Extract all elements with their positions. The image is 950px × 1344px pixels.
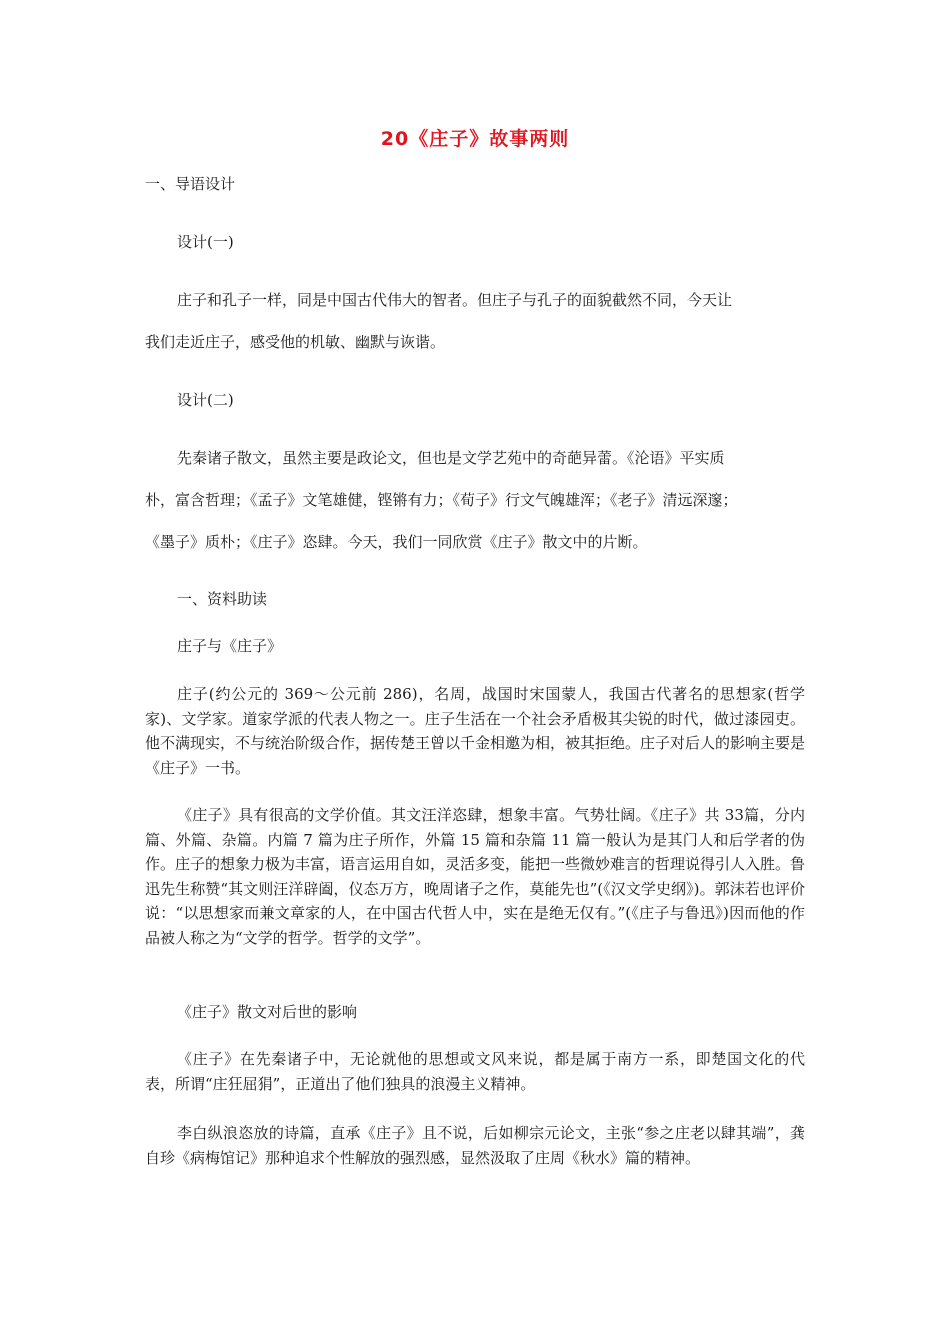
- paragraph-later-influence: 李白纵浪恣放的诗篇，直承《庄子》且不说，后如柳宗元论文，主张“参之庄老以肆其端”，龚自珍《病梅馆记》那种追求个性解放的强烈感，显然汲取了庄周《秋水》篇的精神。: [145, 1124, 805, 1167]
- subheading-zhuangzi: 庄子与《庄子》: [177, 637, 283, 655]
- section-heading-materials: 一、资料助读: [177, 590, 268, 608]
- design-one-line-1: 庄子和孔子一样，同是中国古代伟大的智者。但庄子与孔子的面貌截然不同，今天让: [177, 291, 733, 309]
- subheading-influence: 《庄子》散文对后世的影响: [177, 1003, 358, 1021]
- paragraph-literary-value: 《庄子》具有很高的文学价值。其文汪洋恣肆，想象丰富。气势壮阔。《庄子》共 33篇，分内篇、外篇、杂篇。内篇 7 篇为庄子所作，外篇 15 篇和杂篇 11 篇一般认为是其门人和后学者的伪作。庄子的想象力极为丰富，语言运用自如，灵活多变，能把一些微妙难言的哲理说得引人入胜。鲁迅先生称赞“其文则汪洋辟阖，仪态万方，晚周诸子之作，莫能先也”(《汉文学史纲》)。郭沫若也评价说：“以思想家而兼文章家的人，在中国古代哲人中，实在是绝无仅有。”(《庄子与鲁迅》)因而他的作品被人称之为“文学的哲学。哲学的文学”。: [145, 806, 806, 947]
- design-two-line-3: 《墨子》质朴；《庄子》恣肆。今天，我们一同欣赏《庄子》散文中的片断。: [145, 533, 648, 551]
- design-one-label: 设计(一): [177, 233, 234, 251]
- paragraph-southern-school: 《庄子》在先秦诸子中，无论就他的思想或文风来说，都是属于南方一系，即楚国文化的代表，所谓“庄狂屈狷”，正道出了他们独具的浪漫主义精神。: [145, 1050, 805, 1093]
- design-two-label: 设计(二): [177, 391, 234, 409]
- design-two-line-1: 先秦诸子散文，虽然主要是政论文，但也是文学艺苑中的奇葩异蕾。《沦语》平实质: [177, 449, 725, 467]
- paragraph-zhuangzi-bio: 庄子(约公元的 369～公元前 286)，名周，战国时宋国蒙人，我国古代著名的思想家(哲学家)、文学家。道家学派的代表人物之一。庄子生活在一个社会矛盾极其尖锐的时代，做过漆园吏。他不满现实，不与统治阶级合作，据传楚王曾以千金相邀为相，被其拒绝。庄子对后人的影响主要是《庄子》一书。: [145, 685, 806, 777]
- document-title: 20《庄子》故事两则: [380, 128, 570, 150]
- design-one-line-2: 我们走近庄子，感受他的机敏、幽默与诙谐。: [145, 333, 446, 351]
- section-heading-intro: 一、导语设计: [145, 175, 236, 193]
- design-two-line-2: 朴，富含哲理；《孟子》文笔雄健，铿锵有力；《荀子》行文气魄雄浑；《老子》清远深邃；: [145, 491, 738, 509]
